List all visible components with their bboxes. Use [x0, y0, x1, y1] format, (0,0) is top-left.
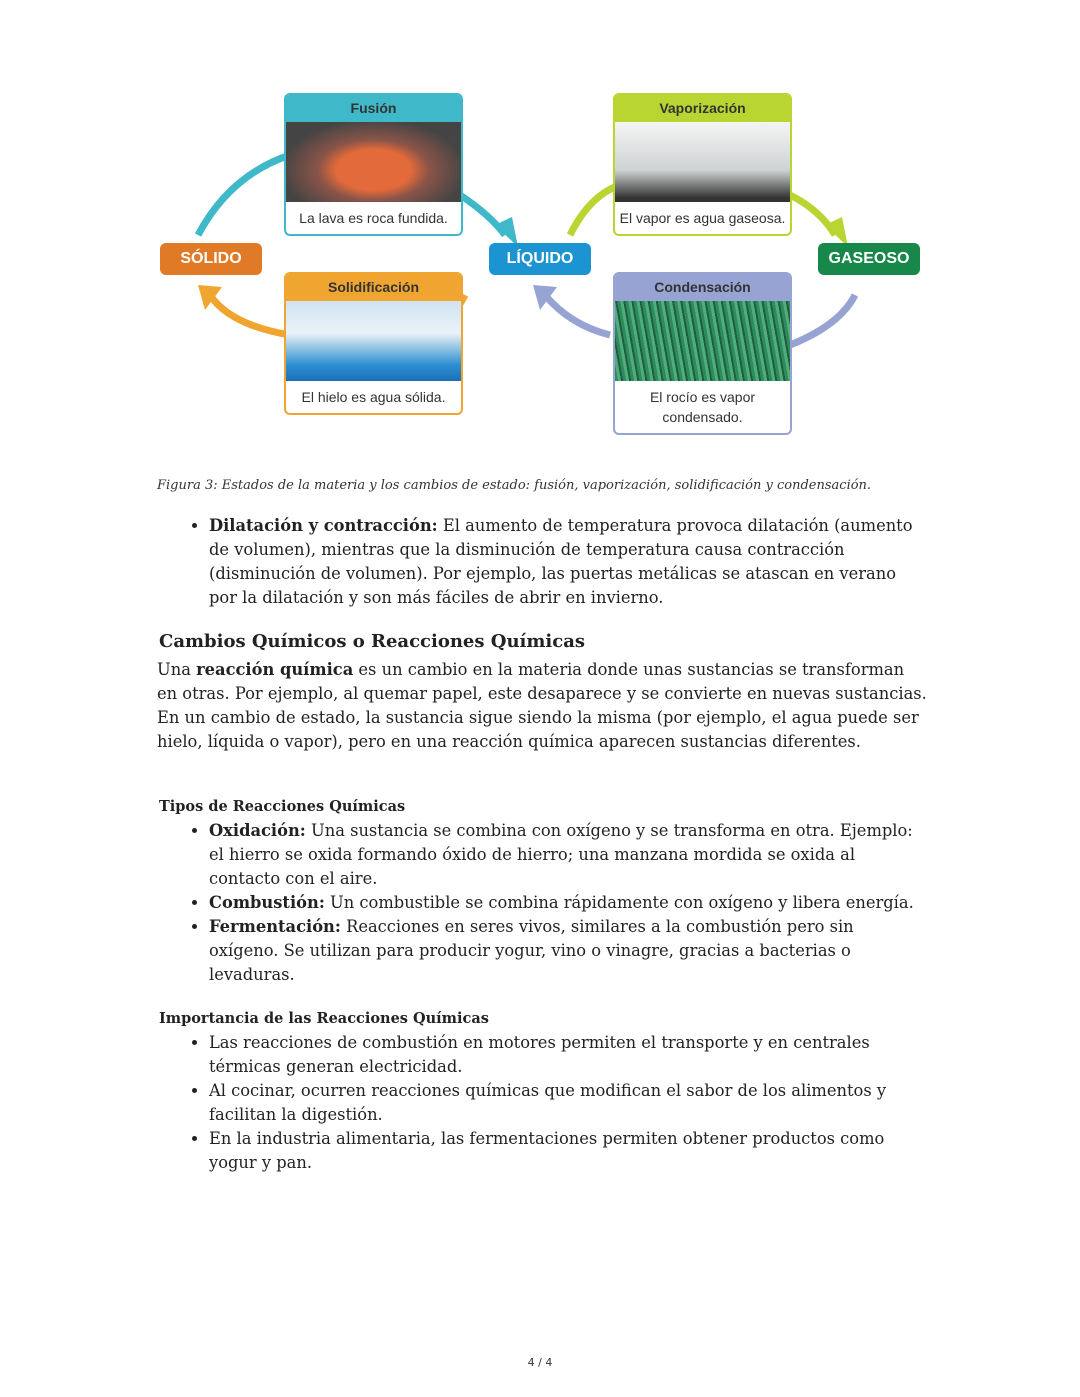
page-number: 4 / 4: [527, 1356, 553, 1369]
box-title: Fusión: [286, 95, 461, 122]
dew-grass-image: [615, 301, 790, 381]
condensation-box: [613, 272, 792, 435]
list-item: • En la industria alimentaria, las fermentaciones permiten obtener productos como yogur y pan.: [209, 1127, 927, 1175]
list-item: [209, 915, 927, 987]
definition: Un combustible se combina rápidamente con oxígeno y libera energía.: [324, 893, 914, 912]
section-paragraph: [157, 658, 927, 754]
list-item: • Las reacciones de combustión en motores permiten el transporte y en centrales térmicas generan electricidad.: [209, 1031, 927, 1079]
dilatation-list: [157, 514, 927, 610]
reaction-types-section: [157, 797, 927, 987]
box-caption: El rocío es vapor condensado.: [649, 389, 756, 425]
box-title: Condensación: [615, 274, 790, 301]
box-caption: La lava es roca fundida.: [299, 210, 448, 226]
fusion-box: [284, 93, 463, 236]
term: Dilatación y contracción:: [209, 516, 438, 535]
figure-caption: Figura 3: Estados de la materia y los cambios de estado: fusión, vaporización, solidificación y condensación.: [157, 478, 872, 493]
list-item: • Al cocinar, ocurren reacciones químicas que modifican el sabor de los alimentos y facilitan la digestión.: [209, 1079, 927, 1127]
list-item: [209, 514, 927, 610]
section-heading: Cambios Químicos o Reacciones Químicas: [159, 631, 586, 652]
box-caption: El hielo es agua sólida.: [301, 389, 446, 405]
text: Una: [157, 660, 197, 679]
definition: El aumento de temperatura provoca dilatación (aumento de volumen), mientras que la disminución de temperatura causa contracción (disminución de volumen). Por ejemplo, las puertas metálicas se atascan en verano por la dilatación y son más fáciles de abrir en invierno.: [209, 516, 913, 607]
state-liquid: LÍQUIDO: [489, 243, 591, 275]
state-solid: SÓLIDO: [160, 243, 262, 275]
subheading: Tipos de Reacciones Químicas: [159, 798, 406, 815]
lava-image: [286, 122, 461, 202]
term: Oxidación:: [209, 821, 306, 840]
solidification-box: [284, 272, 463, 415]
subheading: Importancia de las Reacciones Químicas: [159, 1010, 489, 1027]
text: es un cambio en la materia donde unas sustancias se transforman en otras. Por ejemplo, al quemar papel, este desaparece y se convierte en nuevas sustancias. En un cambio de estado, la sustancia sigue siendo la misma (por ejemplo, el agua puede ser hielo, líquida o vapor), pero en una reacción química aparecen sustancias diferentes.: [157, 660, 927, 751]
states-of-matter-figure: [150, 85, 930, 445]
chemical-changes-section: [157, 630, 927, 754]
list-item: [209, 819, 927, 891]
term: Combustión:: [209, 893, 325, 912]
box-title: Vaporización: [615, 95, 790, 122]
boiling-water-image: [615, 122, 790, 202]
box-caption: El vapor es agua gaseosa.: [619, 210, 786, 226]
list-item: [209, 891, 927, 915]
vaporization-box: [613, 93, 792, 236]
importance-section: [157, 1009, 927, 1175]
definition: Reacciones en seres vivos, similares a la combustión pero sin oxígeno. Se utilizan para producir yogur, vino o vinagre, gracias a bacterias o levaduras.: [209, 917, 854, 984]
state-gas: GASEOSO: [818, 243, 920, 275]
bold-term: reacción química: [196, 660, 354, 679]
box-title: Solidificación: [286, 274, 461, 301]
term: Fermentación:: [209, 917, 341, 936]
definition: Una sustancia se combina con oxígeno y se transforma en otra. Ejemplo: el hierro se oxida formando óxido de hierro; una manzana mordida se oxida al contacto con el aire.: [209, 821, 913, 888]
ice-image: [286, 301, 461, 381]
